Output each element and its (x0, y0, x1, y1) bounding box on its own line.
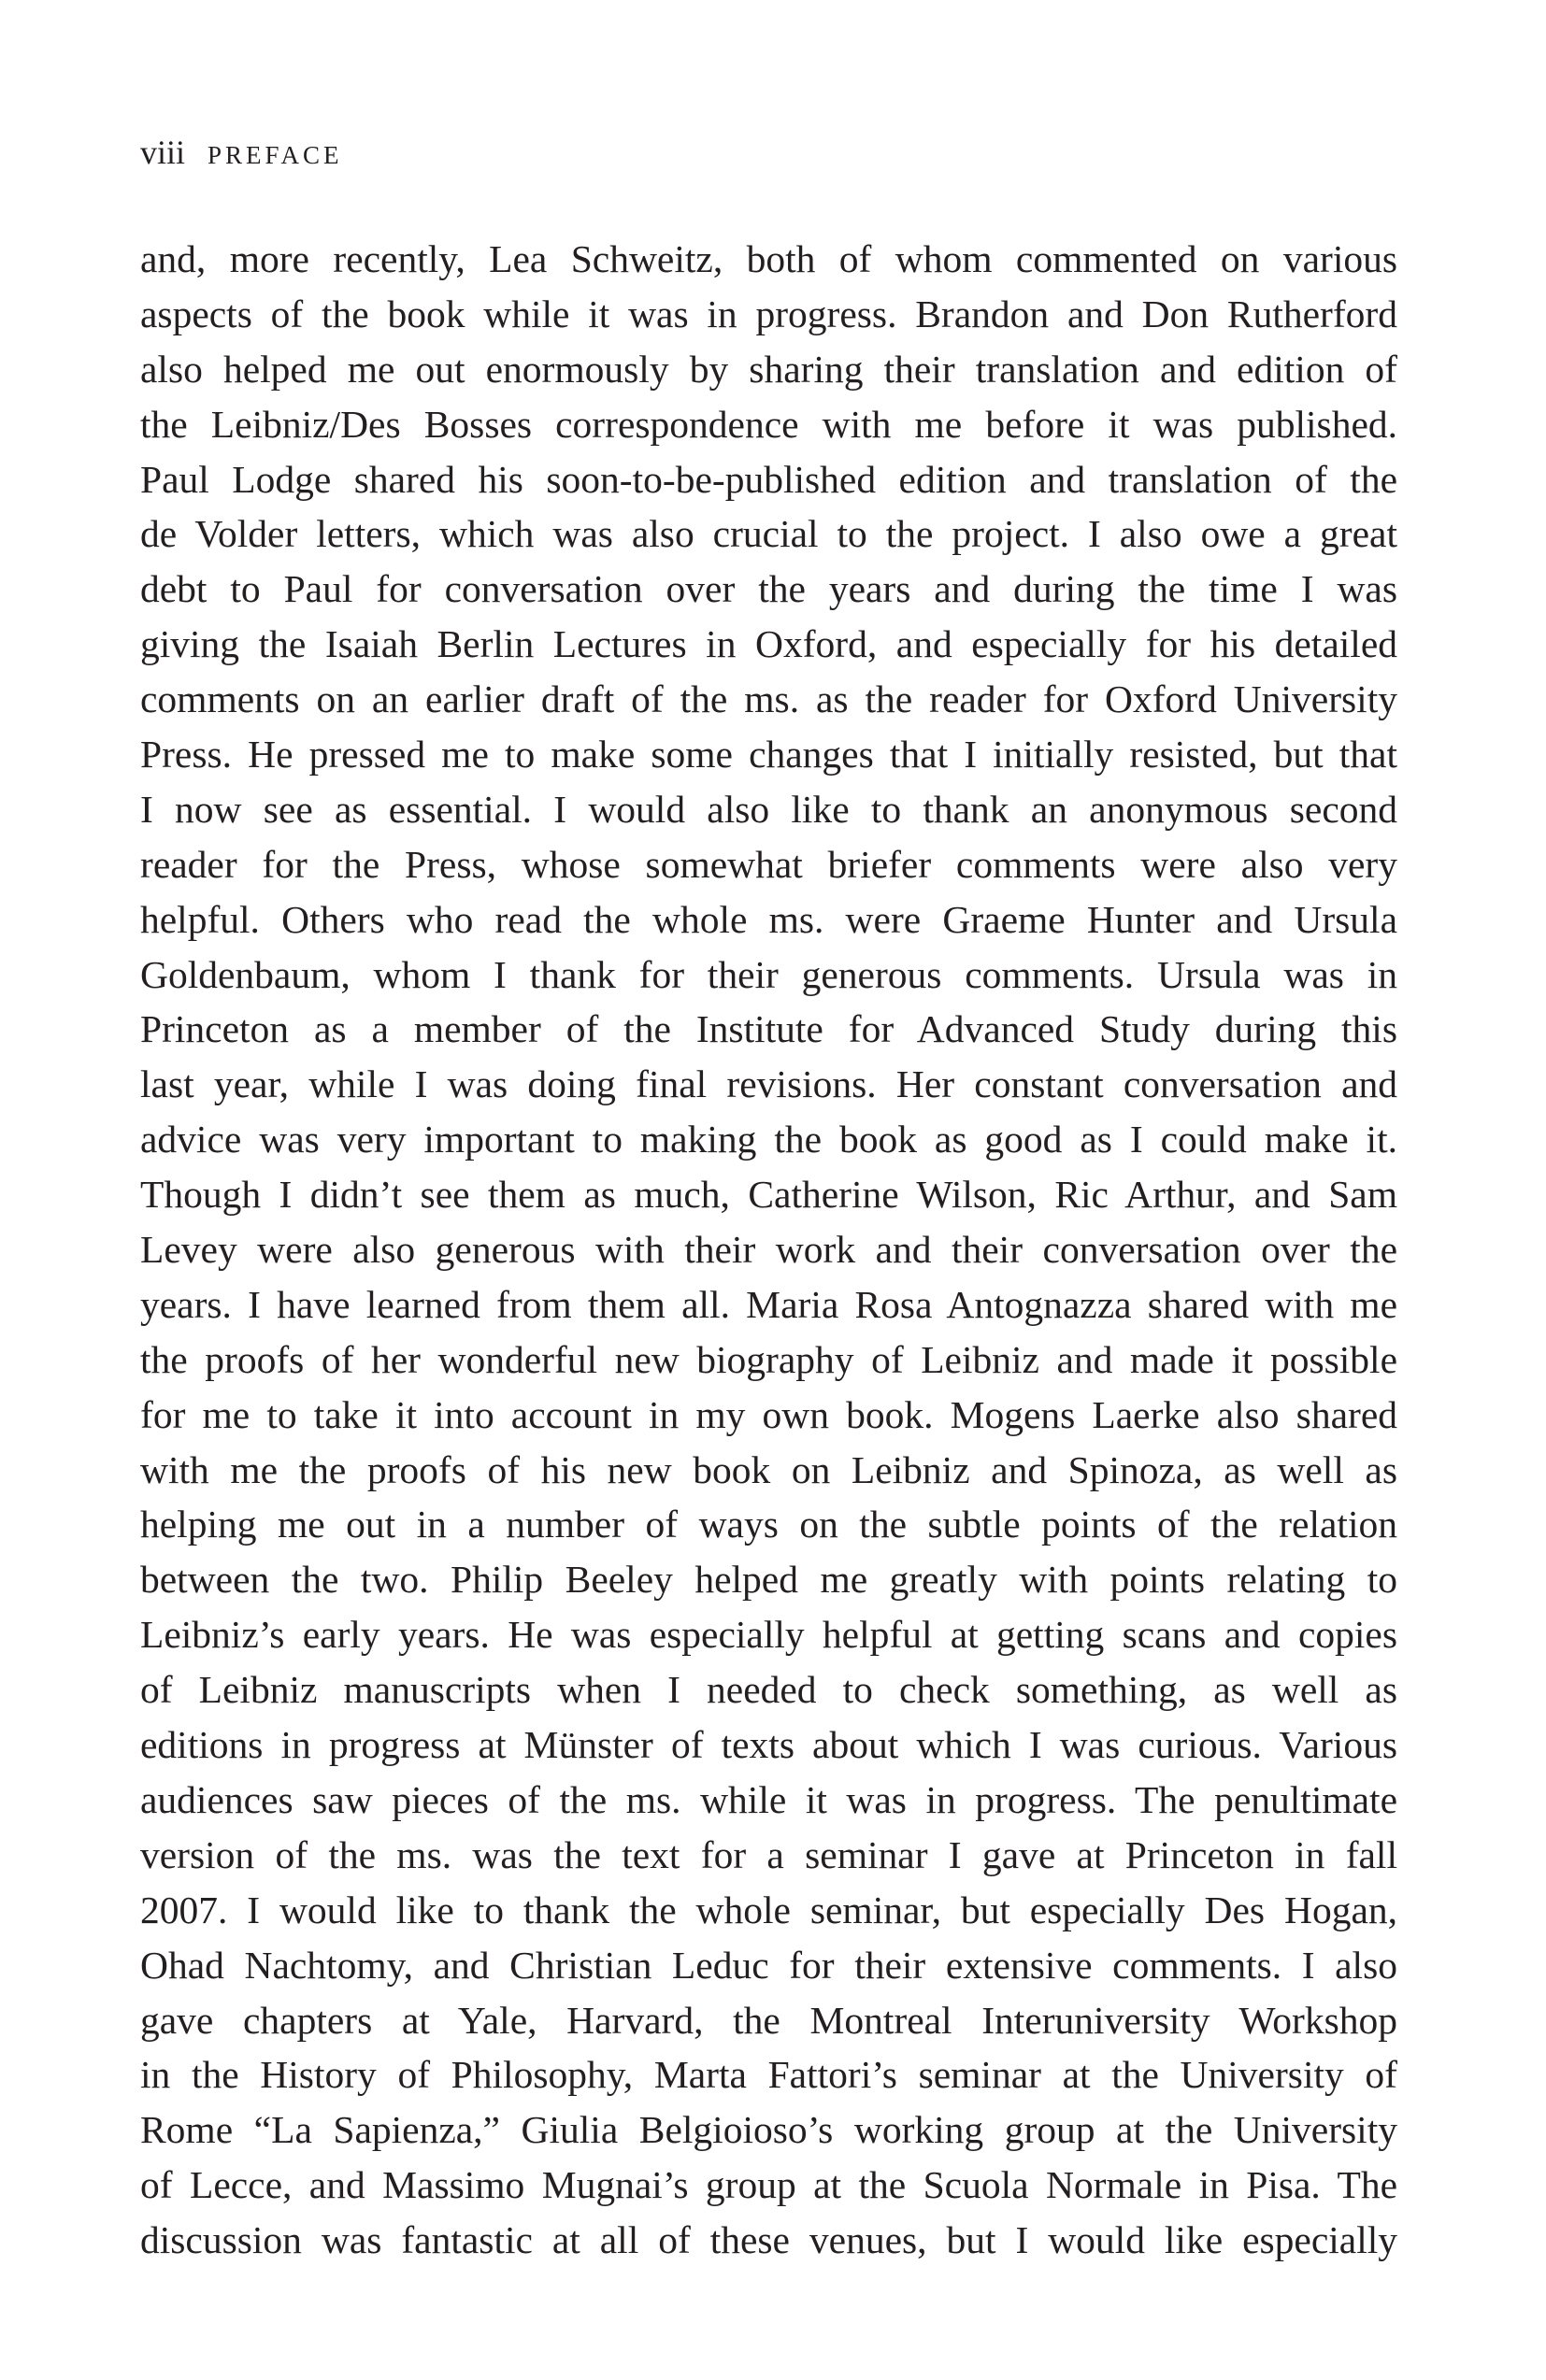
body-paragraph (140, 232, 1397, 2268)
text-line: the proofs of her wonderful new biography of Leibniz and made it possible (140, 1337, 1397, 1381)
text-line: Goldenbaum, whom I thank for their generous comments. Ursula was in (140, 952, 1397, 996)
text-line: version of the ms. was the text for a seminar I gave at Princeton in fall (140, 1832, 1397, 1876)
text-line: also helped me out enormously by sharing their translation and edition of (140, 347, 1397, 391)
page-number: viii (140, 134, 186, 171)
text-line: debt to Paul for conversation over the years and during the time I was (140, 567, 1397, 611)
text-line: with me the proofs of his new book on Leibniz and Spinoza, as well as (140, 1447, 1397, 1491)
section-title: PREFACE (208, 141, 343, 169)
text-line: last year, while I was doing final revisions. Her constant conversation and (140, 1062, 1397, 1106)
text-line: Rome “La Sapienza,” Giulia Belgioioso’s working group at the University (140, 2108, 1397, 2152)
text-line: in the History of Philosophy, Marta Fattori’s seminar at the University of (140, 2053, 1397, 2097)
text-line: of Leibniz manuscripts when I needed to check something, as well as (140, 1668, 1397, 1712)
text-line: of Lecce, and Massimo Mugnai’s group at the Scuola Normale in Pisa. The (140, 2163, 1397, 2207)
text-line: reader for the Press, whose somewhat briefer comments were also very (140, 842, 1397, 886)
text-line: the Leibniz/Des Bosses correspondence with me before it was published. (140, 402, 1397, 446)
text-line: de Volder letters, which was also crucial to the project. I also owe a great (140, 512, 1397, 556)
text-line: 2007. I would like to thank the whole seminar, but especially Des Hogan, (140, 1888, 1397, 1931)
text-line: Levey were also generous with their work and their conversation over the (140, 1228, 1397, 1272)
text-line: helping me out in a number of ways on the subtle points of the relation (140, 1503, 1397, 1546)
text-line: Leibniz’s early years. He was especially helpful at getting scans and copies (140, 1613, 1397, 1657)
text-line: comments on an earlier draft of the ms. as the reader for Oxford University (140, 677, 1397, 721)
text-line: advice was very important to making the book as good as I could make it. (140, 1118, 1397, 1161)
text-line: Paul Lodge shared his soon-to-be-published edition and translation of the (140, 457, 1397, 501)
text-line: helpful. Others who read the whole ms. were Graeme Hunter and Ursula (140, 897, 1397, 941)
text-line: and, more recently, Lea Schweitz, both of whom commented on various (140, 237, 1397, 280)
text-line: giving the Isaiah Berlin Lectures in Oxford, and especially for his detailed (140, 622, 1397, 666)
text-line: aspects of the book while it was in progress. Brandon and Don Rutherford (140, 292, 1397, 335)
text-line: discussion was fantastic at all of these venues, but I would like especially (140, 2218, 1397, 2262)
text-line: Ohad Nachtomy, and Christian Leduc for their extensive comments. I also (140, 1943, 1397, 1987)
text-line: between the two. Philip Beeley helped me greatly with points relating to (140, 1558, 1397, 1602)
text-line: for me to take it into account in my own book. Mogens Laerke also shared (140, 1392, 1397, 1436)
text-line: Princeton as a member of the Institute for Advanced Study during this (140, 1007, 1397, 1051)
text-line: years. I have learned from them all. Maria Rosa Antognazza shared with me (140, 1282, 1397, 1326)
text-line: I now see as essential. I would also like to thank an anonymous second (140, 787, 1397, 831)
text-line: Though I didn’t see them as much, Catherine Wilson, Ric Arthur, and Sam (140, 1173, 1397, 1217)
running-head (140, 133, 343, 172)
text-line: gave chapters at Yale, Harvard, the Montreal Interuniversity Workshop (140, 1998, 1397, 2042)
text-line: Press. He pressed me to make some changes that I initially resisted, but that (140, 733, 1397, 777)
text-line: editions in progress at Münster of texts about which I was curious. Various (140, 1723, 1397, 1767)
text-line: audiences saw pieces of the ms. while it was in progress. The penultimate (140, 1777, 1397, 1821)
